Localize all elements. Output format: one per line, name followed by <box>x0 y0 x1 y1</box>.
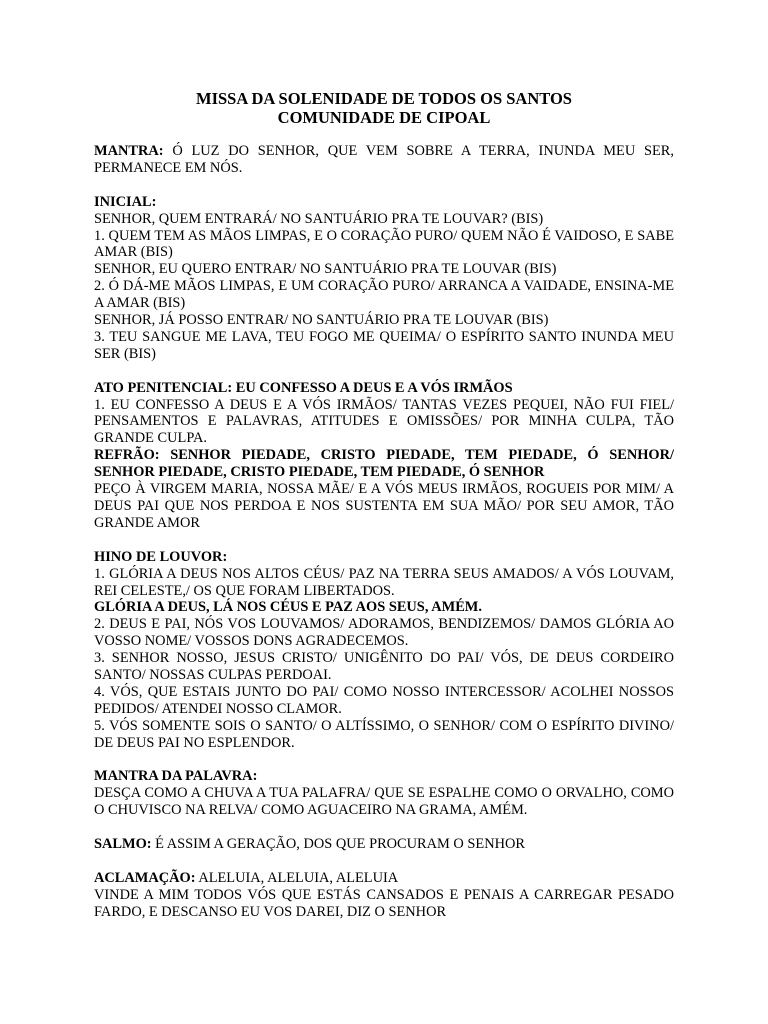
paragraph <box>94 599 674 616</box>
paragraph <box>94 397 674 448</box>
section-mantra-da-palavra <box>94 768 674 819</box>
section-heading <box>94 194 674 211</box>
paragraph <box>94 785 674 819</box>
paragraph <box>94 718 674 752</box>
section-label: SALMO: <box>94 836 152 853</box>
paragraph <box>94 228 674 262</box>
paragraph-text: 1. QUEM TEM AS MÃOS LIMPAS, E O CORAÇÃO PURO/ QUEM NÃO É VAIDOSO, E SABE AMAR (BIS) <box>94 227 674 261</box>
paragraph-text: DESÇA COMO A CHUVA A TUA PALAFRA/ QUE SE ESPALHE COMO O ORVALHO, COMO O CHUVISCO NA RELVA/ COMO AGUACEIRO NA GRAMA, AMÉM. <box>94 785 674 819</box>
paragraph <box>94 684 674 718</box>
paragraph-text: 5. VÓS SOMENTE SOIS O SANTO/ O ALTÍSSIMO, O SENHOR/ COM O ESPÍRITO DIVINO/ DE DEUS PAI NO ESPLENDOR. <box>94 717 674 751</box>
section-heading <box>94 380 674 397</box>
section-label: ACLAMAÇÃO: <box>94 869 196 886</box>
paragraph <box>94 650 674 684</box>
paragraph <box>94 836 674 853</box>
section-label: MANTRA DA PALAVRA: <box>94 768 258 785</box>
paragraph <box>94 887 674 921</box>
paragraph <box>94 329 674 363</box>
title-line-1: MISSA DA SOLENIDADE DE TODOS OS SANTOS <box>196 89 572 108</box>
document-body <box>94 143 674 937</box>
paragraph <box>94 481 674 532</box>
paragraph-text: 1. GLÓRIA A DEUS NOS ALTOS CÉUS/ PAZ NA TERRA SEUS AMADOS/ A VÓS LOUVAM, REI CELESTE,/ OS QUE FORAM LIBERTADOS. <box>94 565 674 599</box>
paragraph-text: 4. VÓS, QUE ESTAIS JUNTO DO PAI/ COMO NOSSO INTERCESSOR/ ACOLHEI NOSSOS PEDIDOS/ ATENDEI NOSSO CLAMOR. <box>94 683 674 717</box>
paragraph-text: PEÇO À VIRGEM MARIA, NOSSA MÃE/ E A VÓS MEUS IRMÃOS, ROGUEIS POR MIM/ A DEUS PAI QUE NOS PERDOA E NOS SUSTENTA EM SUA MÃO/ POR SEU AMOR, TÃO GRANDE AMOR <box>94 481 674 531</box>
paragraph <box>94 312 674 329</box>
paragraph <box>94 447 674 481</box>
paragraph-text: VINDE A MIM TODOS VÓS QUE ESTÁS CANSADOS E PENAIS A CARREGAR PESADO FARDO, E DESCANSO EU VOS DAREI, DIZ O SENHOR <box>94 886 674 920</box>
paragraph <box>94 278 674 312</box>
section-ato-penitencial <box>94 380 674 532</box>
paragraph-text: GLÓRIA A DEUS, LÁ NOS CÉUS E PAZ AOS SEUS, AMÉM. <box>94 599 482 616</box>
paragraph-text: 3. TEU SANGUE ME LAVA, TEU FOGO ME QUEIMA/ O ESPÍRITO SANTO INUNDA MEU SER (BIS) <box>94 328 674 362</box>
section-heading <box>94 549 674 566</box>
section-mantra <box>94 143 674 177</box>
paragraph-text: Ó LUZ DO SENHOR, QUE VEM SOBRE A TERRA, INUNDA MEU SER, PERMANECE EM NÓS. <box>94 143 674 176</box>
section-label: HINO DE LOUVOR: <box>94 548 228 565</box>
paragraph <box>94 261 674 278</box>
paragraph <box>94 211 674 228</box>
section-label: INICIAL: <box>94 193 157 210</box>
title-line-2: COMUNIDADE DE CIPOAL <box>277 108 491 127</box>
paragraph-text: ALELUIA, ALELUIA, ALELUIA <box>195 869 399 886</box>
paragraph <box>94 566 674 600</box>
section-salmo <box>94 836 674 853</box>
section-label: MANTRA: <box>94 143 164 159</box>
section-hino-de-louvor <box>94 549 674 752</box>
section-aclamacao <box>94 870 674 921</box>
paragraph-text: 1. EU CONFESSO A DEUS E A VÓS IRMÃOS/ TANTAS VEZES PEQUEI, NÃO FUI FIEL/ PENSAMENTOS E PALAVRAS, ATITUDES E OMISSÕES/ POR MINHA CULPA, TÃO GRANDE CULPA. <box>94 396 674 447</box>
paragraph-text: 2. DEUS E PAI, NÓS VOS LOUVAMOS/ ADORAMOS, BENDIZEMOS/ DAMOS GLÓRIA AO VOSSO NOME/ VOSSOS DONS AGRADECEMOS. <box>94 616 674 650</box>
paragraph-text: 2. Ó DÁ-ME MÃOS LIMPAS, E UM CORAÇÃO PURO/ ARRANCA A VAIDADE, ENSINA-ME A AMAR (BIS) <box>94 278 674 312</box>
section-inicial <box>94 194 674 363</box>
paragraph <box>94 870 674 887</box>
document-title <box>94 89 674 127</box>
section-label: ATO PENITENCIAL: EU CONFESSO A DEUS E A VÓS IRMÃOS <box>94 379 513 396</box>
paragraph-text: 3. SENHOR NOSSO, JESUS CRISTO/ UNIGÊNITO DO PAI/ VÓS, DE DEUS CORDEIRO SANTO/ NOSSAS CULPAS PERDOAI. <box>94 650 674 684</box>
paragraph-text: SENHOR, EU QUERO ENTRAR/ NO SANTUÁRIO PRA TE LOUVAR (BIS) <box>94 261 557 278</box>
paragraph-text: SENHOR, JÁ POSSO ENTRAR/ NO SANTUÁRIO PRA TE LOUVAR (BIS) <box>94 312 549 329</box>
section-heading <box>94 768 674 785</box>
paragraph-text: É ASSIM A GERAÇÃO, DOS QUE PROCURAM O SENHOR <box>151 836 525 853</box>
paragraph <box>94 143 674 177</box>
paragraph-text: SENHOR, QUEM ENTRARÁ/ NO SANTUÁRIO PRA TE LOUVAR? (BIS) <box>94 210 544 227</box>
paragraph <box>94 616 674 650</box>
paragraph-text: REFRÃO: SENHOR PIEDADE, CRISTO PIEDADE, TEM PIEDADE, Ó SENHOR/ SENHOR PIEDADE, CRISTO PIEDADE, TEM PIEDADE, Ó SENHOR <box>94 447 674 481</box>
